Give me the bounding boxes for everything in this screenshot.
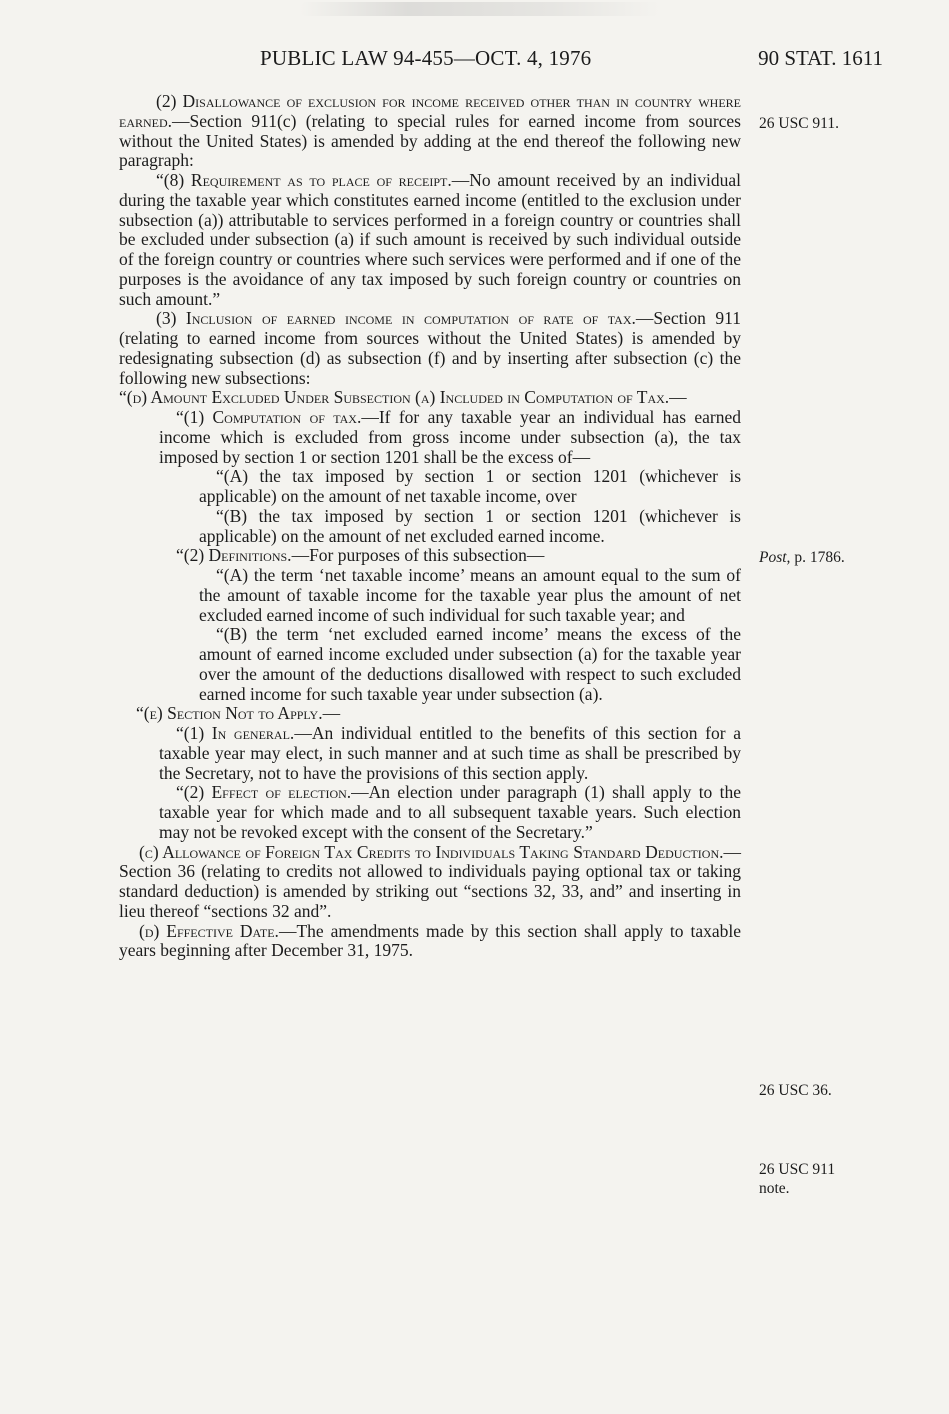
heading-effect-of-election: “(2) Effect of election. (176, 782, 352, 803)
paragraph-2 (119, 92, 741, 171)
subsection-d-1-A (119, 467, 741, 507)
heading-inclusion: (3) Inclusion of earned income in computation of rate of tax. (156, 308, 636, 329)
margin-note-post-page: p. 1786. (790, 549, 845, 566)
subsection-c (119, 843, 741, 922)
heading-foreign-tax-credits: (c) Allowance of Foreign Tax Credits to Individuals Taking Standard Deduction. (139, 841, 724, 862)
text-foreign-tax-credits: —Section 36 (relating to credits not allowed to individuals paying optional tax or taking standard deduction) is amended by striking out “sections 32, 33, and” and inserting in lieu thereof “sections 32 and”. (119, 841, 741, 921)
text-in-general: —An individual entitled to the benefits of this section for a taxable year may elect, in such manner and at such time as shall be prescribed by the Secretary, not to have the provisions of this section apply. (159, 723, 741, 783)
subsection-e-2 (119, 783, 741, 842)
subsection-effective-date (119, 922, 741, 962)
text-definitions: —For purposes of this subsection— (291, 545, 545, 566)
text-computation: —If for any taxable year an individual has earned income which is excluded from gross income under subsection (a), the tax imposed by section 1 or section 1201 shall be the excess of— (159, 407, 741, 467)
margin-note-26usc911-line: 26 USC 911 (759, 1161, 836, 1178)
margin-note-26usc36: 26 USC 36. (759, 1082, 832, 1099)
heading-effective-date: (d) Effective Date. (139, 920, 279, 941)
subsection-d-1 (119, 408, 741, 467)
subsection-d-2 (119, 546, 741, 566)
page-header-title: PUBLIC LAW 94-455—OCT. 4, 1976 (260, 46, 592, 70)
text-disallowance: —Section 911(c) (relating to special rules for earned income from sources without the United States) is amended by adding at the end thereof the following new paragraph: (119, 110, 741, 171)
heading-requirement: “(8) Requirement as to place of receipt. (156, 170, 452, 190)
paragraph-3 (119, 309, 741, 388)
paragraph-8 (119, 171, 741, 309)
text-d-1-A: “(A) the tax imposed by section 1 or section 1201 (whichever is applicable) on the amount of net taxable income, over (199, 466, 741, 506)
heading-in-general: “(1) In general. (176, 723, 295, 743)
heading-definitions: “(2) Definitions. (176, 545, 292, 566)
text-effect-of-election: —An election under paragraph (1) shall apply to the taxable year for which made and to all subsequent taxable years. Such election may not be revoked except with the consent of the Secretary.” (159, 782, 741, 842)
bleed-through-smudge (300, 2, 660, 16)
text-requirement: —No amount received by an individual during the taxable year which constitutes earned income (entitled to the exclusion under subsection (a)) attributable to services performed in a foreign country or countries shall be excluded under subsection (a) if such amount is received by such individual outside of the foreign country or countries where such services were performed and if one of the purposes is the avoidance of any tax imposed by such foreign country or countries on such amount.” (119, 170, 742, 309)
text-inclusion: —Section 911 (relating to earned income from sources without the United States) is amended by redesignating subsection (d) as subsection (f) and by inserting after subsection (c) the following new subsections: (119, 308, 742, 388)
text-d-2-A: “(A) the term ‘net taxable income’ means an amount equal to the sum of the amount of taxable income for the taxable year plus the amount of net excluded earned income of such individual for such taxable year; and (199, 565, 741, 625)
subsection-d-1-B (119, 507, 741, 547)
subsection-e-heading (119, 704, 741, 724)
subsection-d-heading (119, 388, 741, 408)
margin-note-26usc911-note (759, 1160, 835, 1198)
heading-disallowance: (2) Disallowance of exclusion for income received other than in country where earned. (119, 91, 741, 131)
subsection-d-2-B (119, 625, 741, 704)
law-text-body (119, 92, 741, 961)
text-d-2-B: “(B) the term ‘net excluded earned income’ means the excess of the amount of earned income excluded under subsection (a) for the taxable year over the amount of the deductions disallowed with respect to such excluded earned income for such taxable year under subsection (a). (199, 624, 741, 704)
heading-amount-excluded: “(d) Amount Excluded Under Subsection (a) Included in Computation of Tax.— (119, 387, 687, 408)
margin-note-post-italic: Post, (759, 549, 791, 566)
text-d-1-B: “(B) the tax imposed by section 1 or section 1201 (whichever is applicable) on the amount of net excluded earned income. (199, 505, 741, 546)
page-header-stat: 90 STAT. 1611 (758, 46, 883, 70)
margin-note-post-p1786 (759, 548, 845, 567)
subsection-e-1 (119, 724, 741, 783)
margin-note-26usc911: 26 USC 911. (759, 115, 839, 132)
text-effective-date: —The amendments made by this section shall apply to taxable years beginning after December 31, 1975. (119, 920, 741, 961)
margin-note-note-line: note. (759, 1180, 790, 1197)
heading-section-not-to-apply: “(e) Section Not to Apply.— (136, 703, 341, 724)
subsection-d-2-A (119, 566, 741, 625)
heading-computation: “(1) Computation of tax. (176, 407, 362, 427)
